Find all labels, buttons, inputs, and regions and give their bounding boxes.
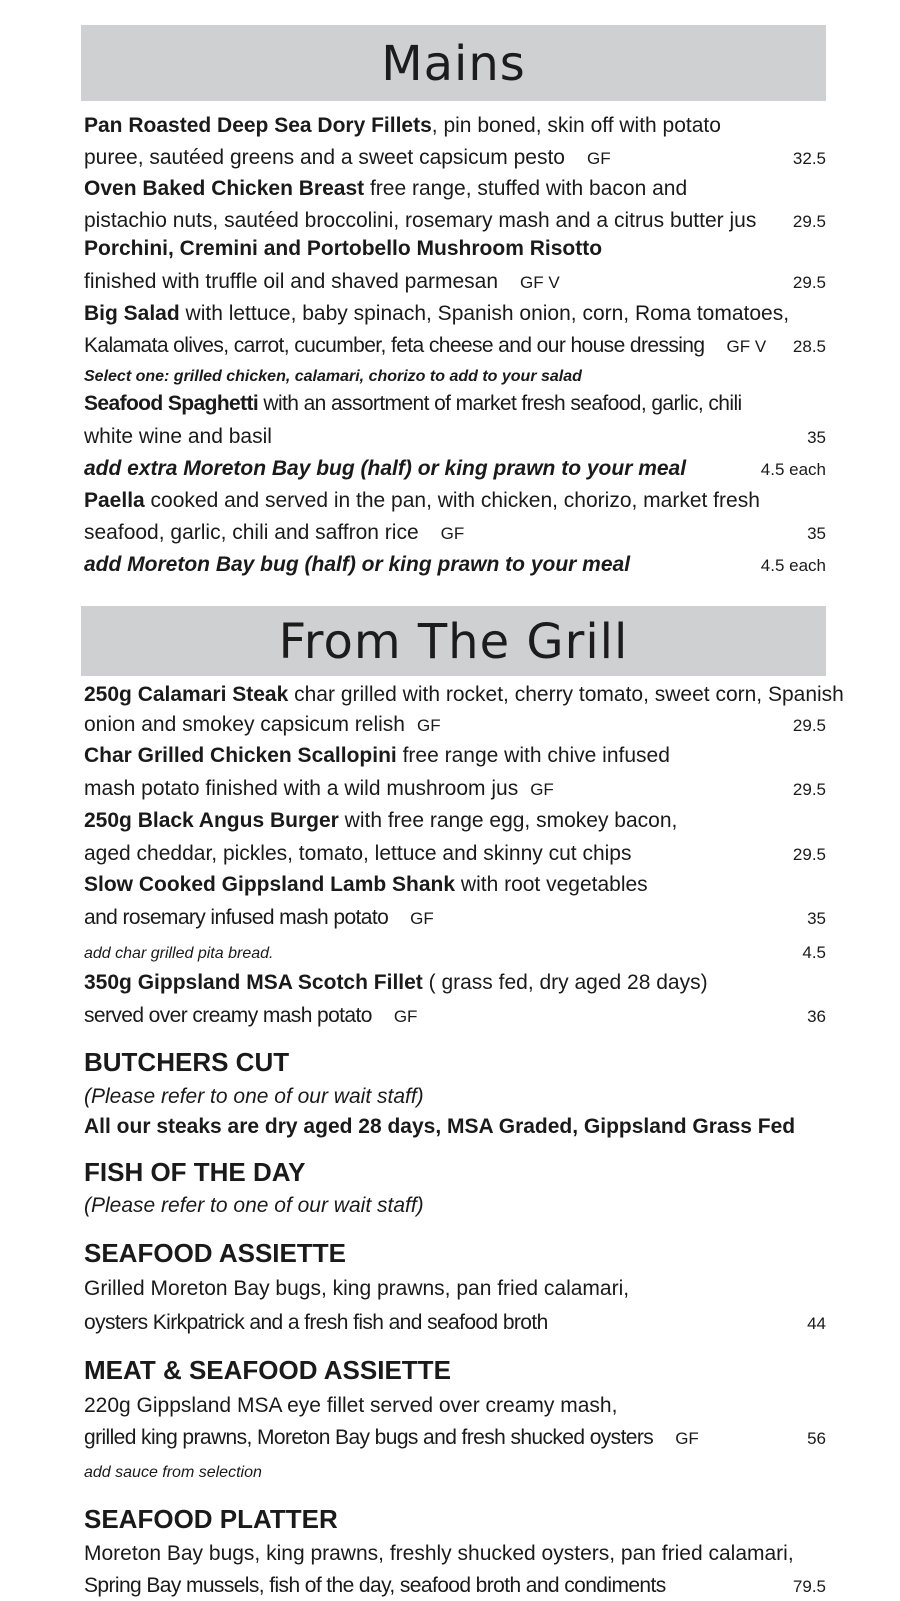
menu-item-line	[84, 333, 826, 360]
menu-addon-line	[84, 940, 826, 967]
section-heading	[84, 1506, 826, 1532]
item-price: 32.5	[792, 149, 826, 168]
item-name: 350g Gippsland MSA Scotch Fillet	[84, 971, 423, 994]
seafood-platter-heading: SEAFOOD PLATTER	[84, 1504, 338, 1534]
menu-addon-line	[84, 552, 826, 579]
item-name: Oven Baked Chicken Breast	[84, 177, 365, 200]
item-desc: free range, stuffed with bacon and	[364, 177, 688, 200]
item-desc: , pin boned, skin off with potato	[431, 114, 721, 137]
dietary-tag: GF	[410, 909, 434, 928]
item-price: 29.5	[792, 716, 826, 735]
item-price: 35	[807, 909, 826, 928]
steak-info: All our steaks are dry aged 28 days, MSA Graded, Gippsland Grass Fed	[84, 1115, 796, 1138]
section-note	[84, 1114, 826, 1140]
item-price: 44	[807, 1314, 826, 1333]
menu-item-line	[84, 176, 826, 202]
meat-seafood-assiette-heading: MEAT & SEAFOOD ASSIETTE	[84, 1355, 451, 1385]
item-desc: onion and smokey capsicum relish	[84, 713, 405, 736]
item-desc: Grilled Moreton Bay bugs, king prawns, pan fried calamari,	[84, 1277, 630, 1300]
menu-item-line	[84, 1310, 826, 1337]
item-name: 250g Black Angus Burger	[84, 809, 339, 832]
item-desc: Moreton Bay bugs, king prawns, freshly shucked oysters, pan fried calamari,	[84, 1542, 794, 1565]
dietary-tag: GF	[417, 716, 441, 735]
menu-item-line	[84, 269, 826, 296]
mains-banner	[81, 25, 826, 101]
item-desc: mash potato finished with a wild mushroom jus	[84, 777, 519, 800]
menu-item-line	[84, 743, 826, 769]
menu-item-line	[84, 1276, 826, 1302]
menu-item-line	[84, 391, 826, 417]
menu-addon-line	[84, 456, 826, 483]
item-price: 29.5	[792, 212, 826, 231]
item-desc: with root vegetables	[455, 873, 648, 896]
dietary-tag: GF V	[520, 273, 560, 292]
item-price: 29.5	[792, 273, 826, 292]
menu-item-line	[84, 1425, 826, 1452]
dietary-tag: GF	[530, 780, 554, 799]
item-desc: with lettuce, baby spinach, Spanish onion, corn, Roma tomatoes,	[179, 302, 790, 325]
menu-item-line	[84, 841, 826, 868]
item-desc: cooked and served in the pan, with chicken, chorizo, market fresh	[144, 489, 760, 512]
item-desc: free range with chive infused	[396, 744, 670, 767]
item-price: 79.5	[792, 1577, 826, 1596]
item-desc: Kalamata olives, carrot, cucumber, feta cheese and our house dressing	[84, 334, 705, 357]
item-price: 35	[807, 428, 826, 447]
menu-item-note	[84, 364, 826, 390]
section-heading	[84, 1159, 826, 1185]
dietary-tag: GF V	[726, 337, 767, 356]
wait-staff-note: (Please refer to one of our wait staff)	[84, 1194, 424, 1217]
addon-text: add Moreton Bay bug (half) or king prawn to your meal	[84, 553, 631, 576]
menu-item-line	[84, 236, 826, 262]
section-heading	[84, 1240, 826, 1266]
butchers-cut-heading: BUTCHERS CUT	[84, 1047, 290, 1077]
addon-price: 4.5	[802, 943, 826, 962]
menu-item-line	[84, 1573, 826, 1600]
section-heading	[84, 1049, 826, 1075]
menu-item-line	[84, 808, 826, 834]
item-desc: seafood, garlic, chili and saffron rice	[84, 521, 419, 544]
item-desc: ( grass fed, dry aged 28 days)	[422, 971, 708, 994]
addon-text: add char grilled pita bread.	[84, 945, 274, 962]
menu-item-line	[84, 145, 826, 172]
menu-item-line	[84, 1003, 826, 1030]
menu-item-line	[84, 905, 826, 932]
menu-item-line	[84, 113, 826, 139]
dietary-tag: GF	[675, 1429, 699, 1448]
menu-item-line	[84, 712, 826, 739]
item-name: Seafood Spaghetti	[84, 392, 259, 415]
grill-banner	[81, 606, 826, 676]
item-desc: 220g Gippsland MSA eye fillet served over creamy mash,	[84, 1394, 618, 1417]
seafood-assiette-heading: SEAFOOD ASSIETTE	[84, 1238, 346, 1268]
item-desc: char grilled with rocket, cherry tomato, sweet corn, Spanish	[288, 683, 844, 706]
addon-price: 4.5 each	[760, 460, 826, 479]
item-desc: puree, sautéed greens and a sweet capsicum pesto	[84, 146, 565, 169]
menu-item-line	[84, 1541, 826, 1567]
menu-addon-line	[84, 1460, 826, 1486]
menu-item-line	[84, 1393, 826, 1419]
fish-of-the-day-heading: FISH OF THE DAY	[84, 1157, 306, 1187]
section-note	[84, 1193, 826, 1219]
addon-text: add extra Moreton Bay bug (half) or king prawn to your meal	[84, 457, 687, 480]
item-price: 36	[807, 1007, 826, 1026]
item-name: Char Grilled Chicken Scallopini	[84, 744, 397, 767]
item-price: 29.5	[792, 780, 826, 799]
item-desc: aged cheddar, pickles, tomato, lettuce and skinny cut chips	[84, 842, 632, 865]
item-name: Slow Cooked Gippsland Lamb Shank	[84, 873, 456, 896]
sauce-note: add sauce from selection	[84, 1464, 262, 1481]
item-desc: finished with truffle oil and shaved parmesan	[84, 270, 499, 293]
menu-item-line	[84, 488, 826, 514]
item-desc: pistachio nuts, sautéed broccolini, rosemary mash and a citrus butter jus	[84, 209, 757, 232]
grill-title: From The Grill	[278, 614, 629, 670]
item-desc: oysters Kirkpatrick and a fresh fish and seafood broth	[84, 1311, 548, 1334]
item-name: 250g Calamari Steak	[84, 683, 289, 706]
menu-item-line	[84, 208, 826, 235]
menu-item-line	[84, 970, 826, 996]
item-desc: served over creamy mash potato	[84, 1004, 372, 1027]
dietary-tag: GF	[586, 149, 611, 168]
item-name: Porchini, Cremini and Portobello Mushroom Risotto	[84, 237, 603, 260]
item-desc: with an assortment of market fresh seafood, garlic, chili	[258, 392, 742, 415]
item-name: Big Salad	[84, 302, 180, 325]
item-desc: Spring Bay mussels, fish of the day, seafood broth and condiments	[84, 1574, 666, 1597]
item-price: 29.5	[792, 845, 826, 864]
salad-note: Select one: grilled chicken, calamari, chorizo to add to your salad	[84, 368, 582, 385]
item-price: 56	[807, 1429, 826, 1448]
menu-item-line	[84, 520, 826, 547]
section-note	[84, 1084, 826, 1110]
addon-price: 4.5 each	[760, 556, 826, 575]
item-desc: and rosemary infused mash potato	[84, 906, 389, 929]
section-heading	[84, 1357, 826, 1383]
mains-title: Mains	[381, 36, 526, 92]
wait-staff-note: (Please refer to one of our wait staff)	[84, 1085, 424, 1108]
menu-item-line	[84, 872, 826, 898]
dietary-tag: GF	[440, 524, 465, 543]
item-price: 35	[807, 524, 826, 543]
item-name: Paella	[84, 489, 145, 512]
dietary-tag: GF	[393, 1007, 418, 1026]
item-desc: with free range egg, smokey bacon,	[338, 809, 678, 832]
menu-item-line	[84, 301, 826, 327]
item-desc: grilled king prawns, Moreton Bay bugs and fresh shucked oysters	[84, 1426, 654, 1449]
item-desc: white wine and basil	[84, 425, 272, 448]
menu-item-line	[84, 424, 826, 451]
menu-item-line	[84, 682, 844, 708]
item-price: 28.5	[792, 337, 826, 356]
menu-item-line	[84, 776, 826, 803]
item-name: Pan Roasted Deep Sea Dory Fillets	[84, 114, 432, 137]
